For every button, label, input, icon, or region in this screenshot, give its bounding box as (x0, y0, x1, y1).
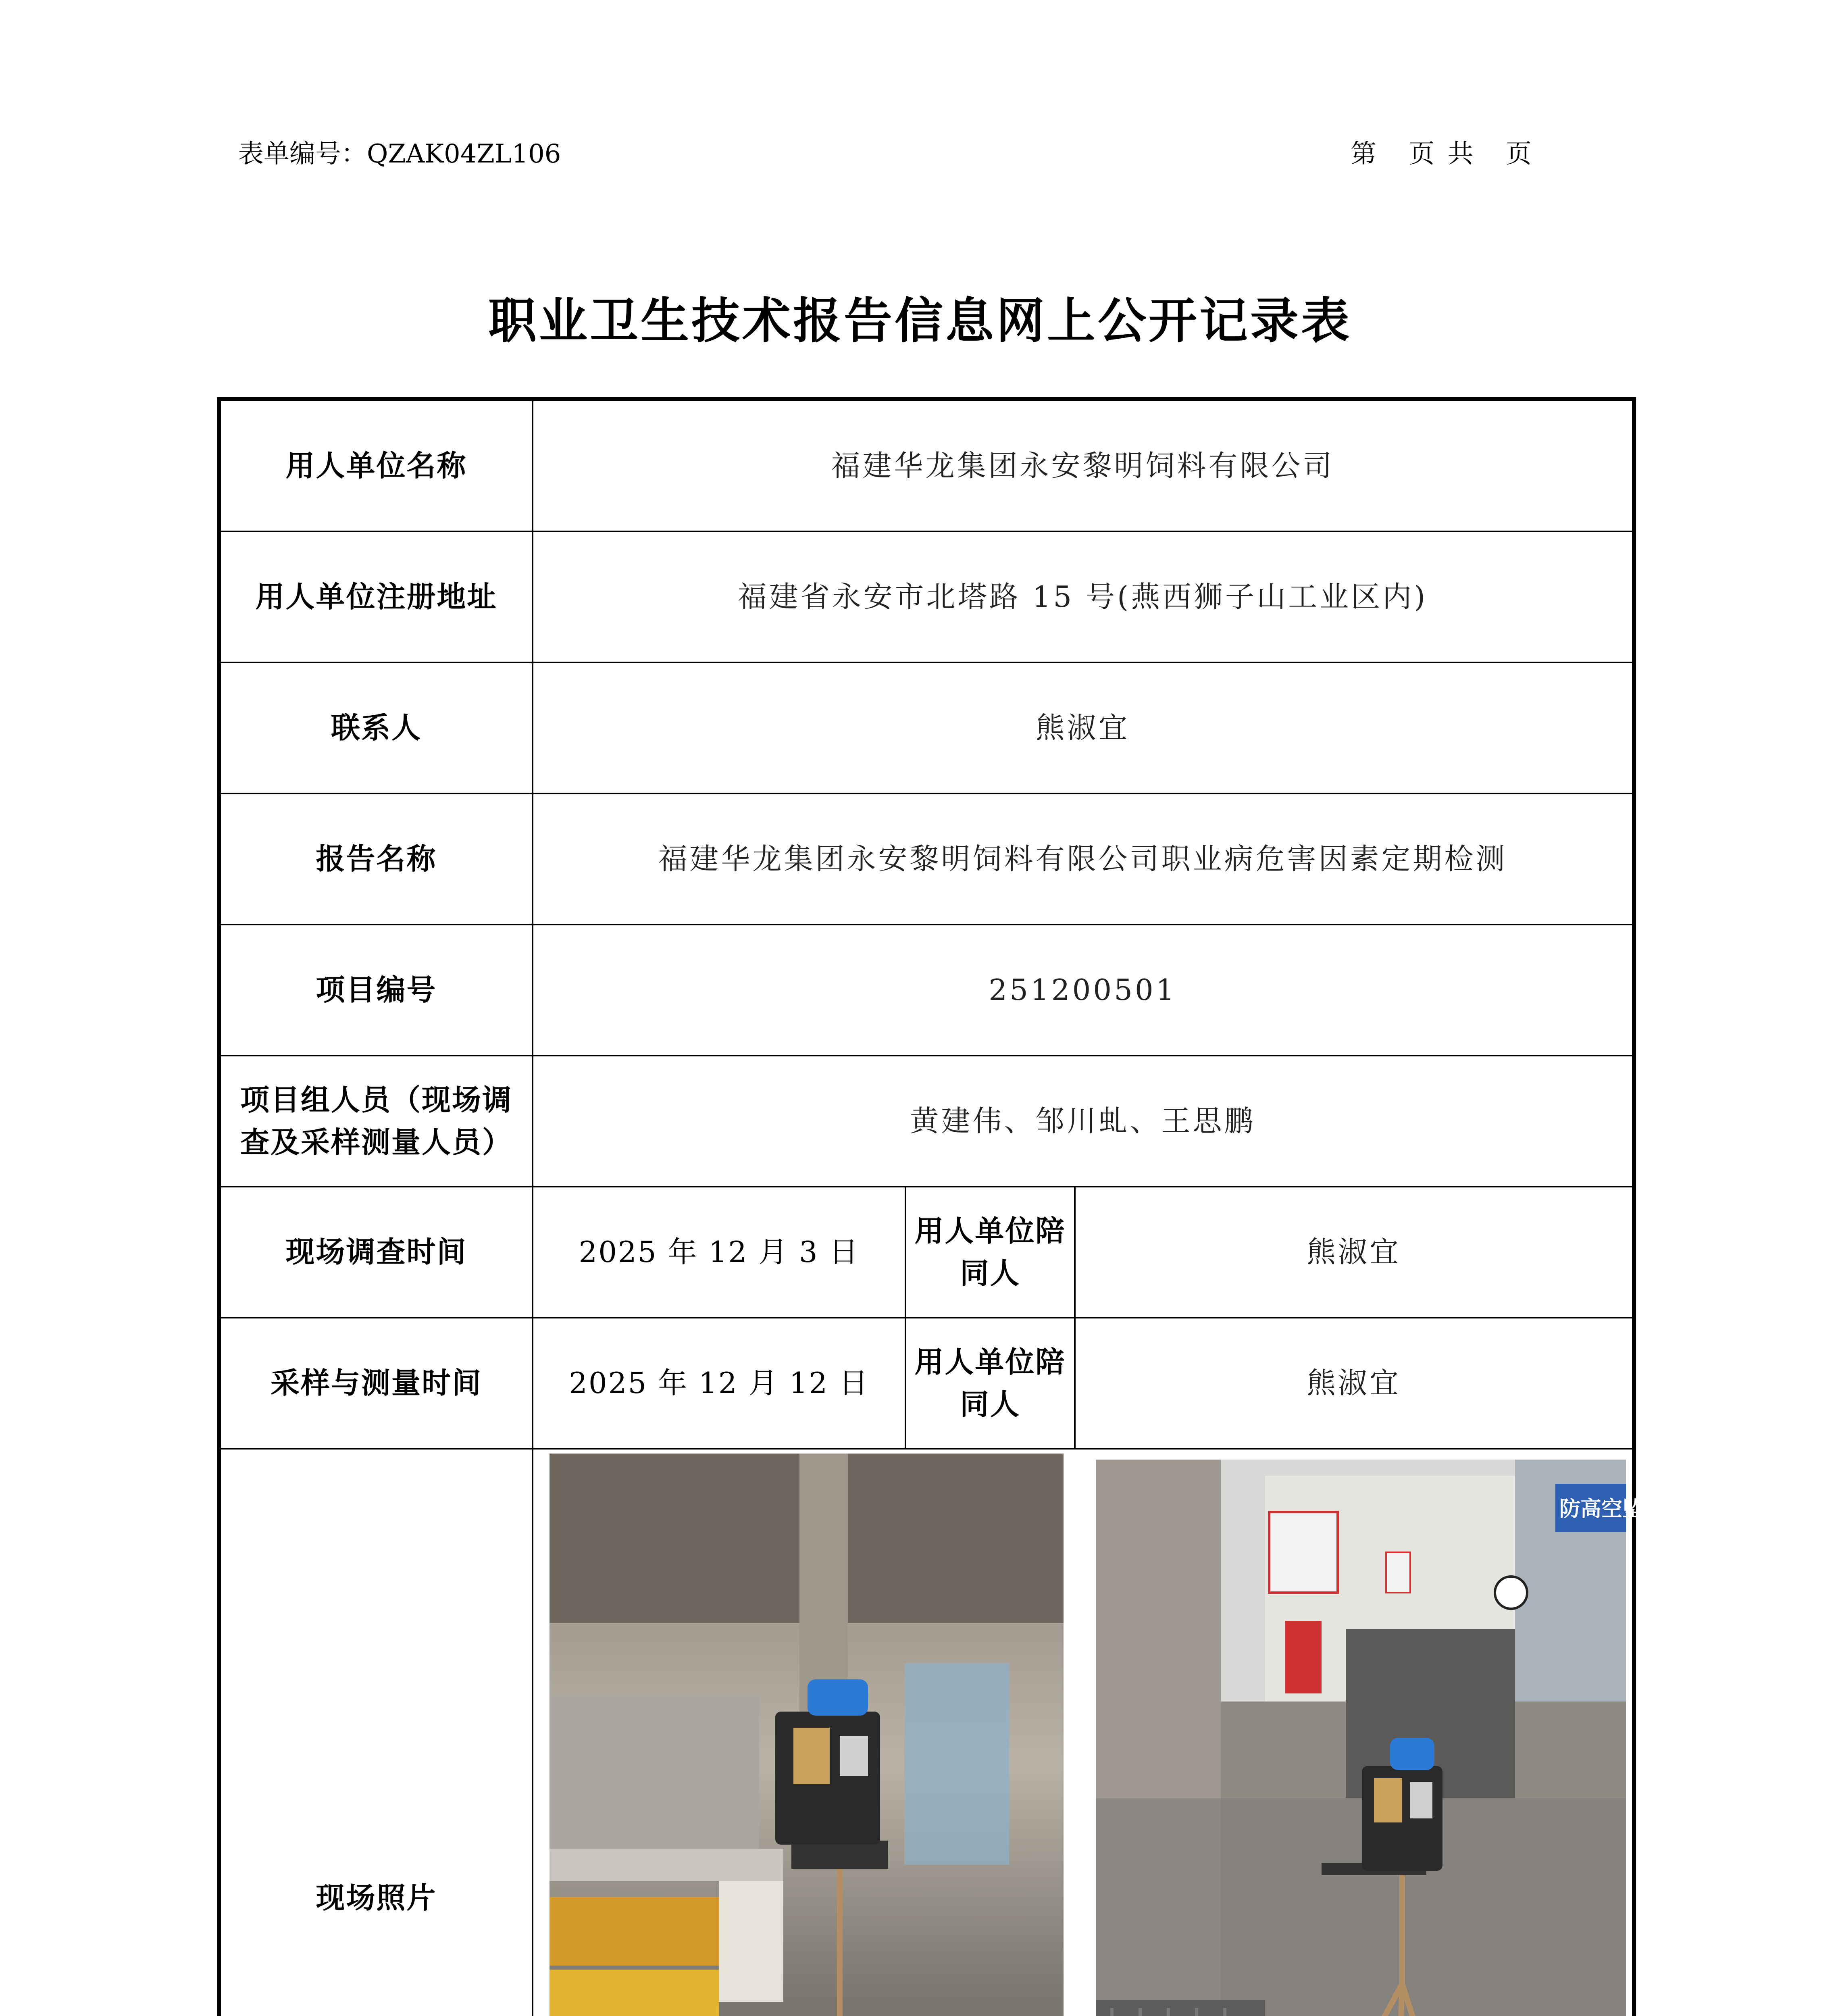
sampling-companion: 熊淑宜 (1306, 1366, 1401, 1400)
row-project-no (221, 925, 1632, 1056)
row-report-name (221, 794, 1632, 925)
wall-sign-text: 防高空坠 (1559, 1497, 1644, 1521)
row-unit-name (221, 401, 1632, 532)
survey-companion-label: 用人单位陪同人 (906, 1187, 1076, 1317)
row-contact (221, 663, 1632, 794)
form-number: 表单编号：QZAK04ZL106 (238, 139, 561, 169)
project-no-label: 项目编号 (221, 925, 533, 1055)
row-photos (221, 1450, 1644, 2016)
report-name-value: 福建华龙集团永安黎明饲料有限公司职业病危害因素定期检测 (658, 842, 1507, 876)
contact-label: 联系人 (221, 663, 533, 793)
sampling-companion-label: 用人单位陪同人 (906, 1318, 1076, 1448)
page-ye: 页 (1506, 139, 1534, 169)
unit-name-label: 用人单位名称 (221, 401, 533, 531)
row-survey (221, 1187, 1632, 1318)
row-address (221, 532, 1632, 663)
photos-label: 现场照片 (221, 1450, 533, 2016)
project-no-value: 251200501 (989, 973, 1177, 1007)
site-photo-right (1096, 1460, 1644, 2016)
page-counter (1351, 133, 1553, 170)
sampling-label: 采样与测量时间 (221, 1318, 533, 1448)
team-label: 项目组人员（现场调查及采样测量人员） (221, 1056, 533, 1186)
row-team (221, 1056, 1632, 1187)
sampling-date: 2025 年 12 月 12 日 (533, 1318, 906, 1448)
address-value: 福建省永安市北塔路 15 号(燕西狮子山工业区内) (737, 580, 1428, 614)
record-form (217, 397, 1644, 2016)
team-value: 黄建伟、邹川虬、王思鹏 (910, 1104, 1256, 1138)
survey-date: 2025 年 12 月 3 日 (533, 1187, 906, 1317)
address-label: 用人单位注册地址 (221, 532, 533, 662)
contact-value: 熊淑宜 (1035, 711, 1130, 745)
report-name-label: 报告名称 (221, 794, 533, 924)
page-di: 第 (1351, 139, 1379, 169)
unit-name-value: 福建华龙集团永安黎明饲料有限公司 (831, 449, 1334, 483)
row-sampling (221, 1318, 1632, 1450)
page-ye-gong: 页 共 (1409, 139, 1476, 169)
page-title: 职业卫生技术报告信息网上公开记录表 (488, 293, 1352, 349)
site-photo-left (550, 1454, 1064, 2016)
survey-label: 现场调查时间 (221, 1187, 533, 1317)
survey-companion: 熊淑宜 (1306, 1235, 1401, 1269)
